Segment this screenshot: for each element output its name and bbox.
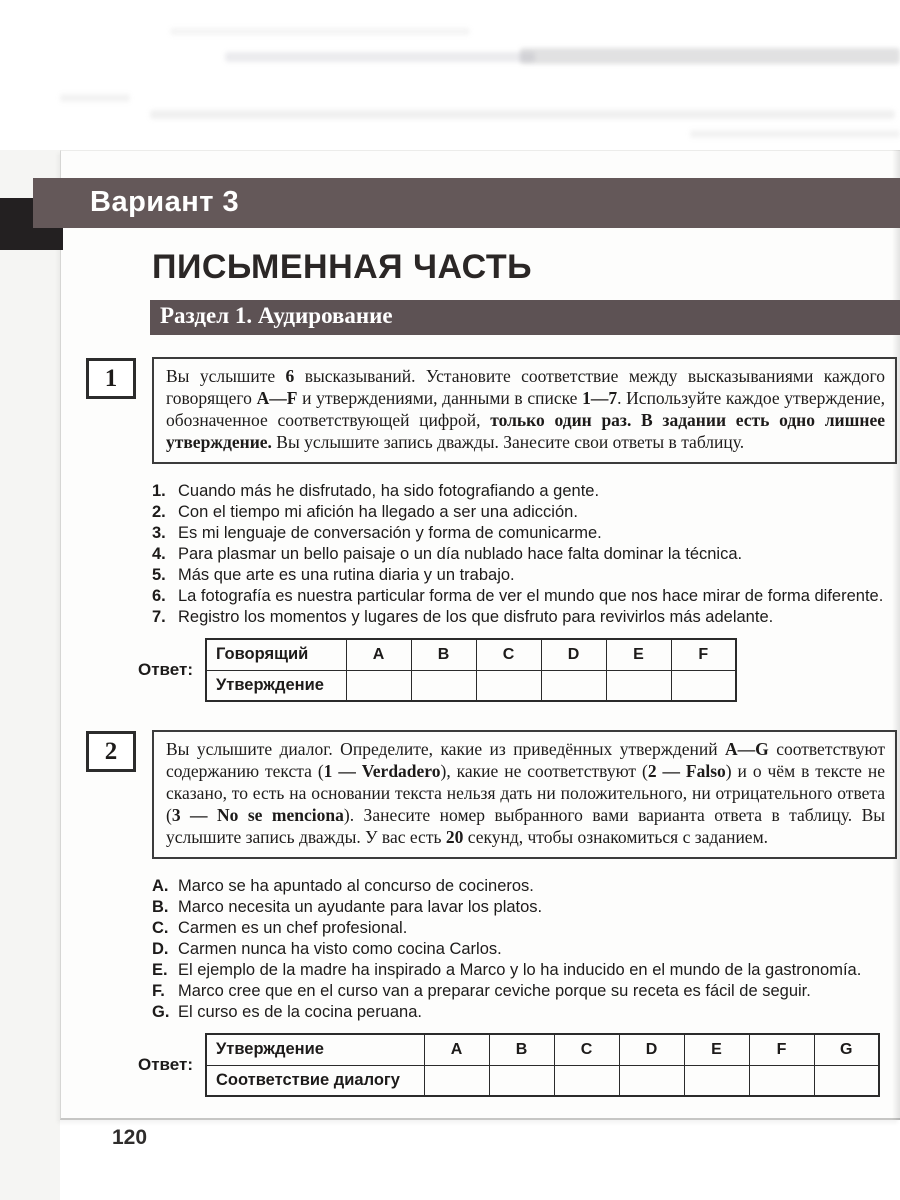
statement-text: Marco necesita un ayudante para lavar los platos. — [178, 898, 543, 916]
task-1-statement-list — [152, 481, 897, 628]
task-2-instructions: Вы услышите диалог. Определите, какие из приведённых утверждений A—G соответствуют содержанию текста (1 — Verdadero), какие не соответствуют (2 — Falso) и о чём в тексте не сказано, то есть на основании текста нельзя дать ни положительного, ни отрицательного ответа (3 — No se menciona). Занесите номер выбранного вами варианта ответа в таблицу. Вы услышите запись дважды. У вас есть 20 секунд, чтобы ознакомиться с заданием. — [152, 730, 897, 859]
answer-cell — [749, 1065, 814, 1096]
answer-cell — [684, 1065, 749, 1096]
answer-cell — [814, 1065, 879, 1096]
statement-text: El ejemplo de la madre ha inspirado a Marco y lo ha inducido en el mundo de la gastronomía. — [178, 961, 862, 979]
statement-text: Marco se ha apuntado al concurso de cocineros. — [178, 877, 534, 895]
section-title: Раздел 1. Аудирование — [160, 303, 393, 328]
page-content — [104, 248, 897, 1097]
table-header-cell: Утверждение — [206, 1034, 424, 1065]
answer-cell — [619, 1065, 684, 1096]
column-letter-cell: D — [541, 639, 606, 670]
answer-cell — [489, 1065, 554, 1096]
answer-cell — [476, 670, 541, 701]
table-row — [206, 639, 736, 670]
column-letter-cell: F — [749, 1034, 814, 1065]
task-2-answer-row — [138, 1033, 897, 1097]
statement-letter: F. — [152, 982, 165, 1000]
variant-band — [33, 178, 900, 228]
list-item — [152, 960, 897, 981]
statement-text: El curso es de la cocina peruana. — [178, 1003, 422, 1021]
statement-text: Con el tiempo mi afición ha llegado a ser una adicción. — [178, 503, 578, 521]
statement-text: Carmen es un chef profesional. — [178, 919, 408, 937]
statement-letter: C. — [152, 919, 169, 937]
column-letter-cell: E — [684, 1034, 749, 1065]
answer-cell — [606, 670, 671, 701]
bleed-through-streak — [225, 52, 535, 62]
backdrop-left-strip — [0, 150, 60, 1200]
column-letter-cell: C — [554, 1034, 619, 1065]
table-header-cell: Утверждение — [206, 670, 346, 701]
statement-text: Registro los momentos y lugares de los que disfruto para revivirlos más adelante. — [178, 608, 774, 626]
column-letter-cell: B — [489, 1034, 554, 1065]
table-row — [206, 1065, 879, 1096]
list-item — [152, 1002, 897, 1023]
statement-text: Para plasmar un bello paisaje o un día nublado hace falta dominar la técnica. — [178, 545, 743, 563]
statement-letter: G. — [152, 1003, 170, 1021]
bleed-through-streak — [170, 28, 470, 35]
statement-number: 5. — [152, 566, 166, 584]
list-item — [152, 897, 897, 918]
column-letter-cell: B — [411, 639, 476, 670]
table-row — [206, 1034, 879, 1065]
statement-number: 1. — [152, 482, 166, 500]
statement-number: 6. — [152, 587, 166, 605]
part-title: ПИСЬМЕННАЯ ЧАСТЬ — [152, 248, 533, 286]
list-item — [152, 544, 897, 565]
task-1-instructions: Вы услышите 6 высказываний. Установите соответствие между высказываниями каждого говорящего A—F и утверждениями, данными в списке 1—7. Используйте каждое утверждение, обозначенное соответствующей цифрой, только один раз. В задании есть одно лишнее утверждение. Вы услышите запись дважды. Занесите свои ответы в таблицу. — [152, 357, 897, 464]
list-item — [152, 565, 897, 586]
column-letter-cell: E — [606, 639, 671, 670]
statement-number: 7. — [152, 608, 166, 626]
bleed-through-streak — [690, 130, 900, 138]
list-item — [152, 523, 897, 544]
statement-text: Cuando más he disfrutado, ha sido fotografiando a gente. — [178, 482, 600, 500]
list-item — [152, 586, 897, 607]
list-item — [152, 939, 897, 960]
column-letter-cell: A — [424, 1034, 489, 1065]
statement-text: Es mi lenguaje de conversación y forma de comunicarme. — [178, 524, 602, 542]
table-row — [206, 670, 736, 701]
list-item — [152, 502, 897, 523]
task-2-statement-list — [152, 876, 897, 1023]
answer-cell — [554, 1065, 619, 1096]
table-header-cell: Говорящий — [206, 639, 346, 670]
list-item — [152, 607, 897, 628]
statement-text: Marco cree que en el curso van a preparar ceviche porque su receta es fácil de seguir. — [178, 982, 811, 1000]
statement-text: Más que arte es una rutina diaria y un trabajo. — [178, 566, 515, 584]
answer-cell — [541, 670, 606, 701]
statement-number: 2. — [152, 503, 166, 521]
statement-letter: B. — [152, 898, 169, 916]
statement-text: Carmen nunca ha visto como cocina Carlos. — [178, 940, 502, 958]
bleed-through-streak — [60, 94, 130, 102]
statement-number: 4. — [152, 545, 166, 563]
variant-label: Вариант 3 — [90, 186, 240, 218]
statement-letter: A. — [152, 877, 169, 895]
table-header-cell: Соответствие диалогу — [206, 1065, 424, 1096]
answer-cell — [671, 670, 736, 701]
task-1-number-box: 1 — [86, 358, 136, 399]
answer-label: Ответ: — [138, 660, 193, 679]
answer-cell — [424, 1065, 489, 1096]
list-item — [152, 981, 897, 1002]
list-item — [152, 918, 897, 939]
statement-letter: D. — [152, 940, 169, 958]
column-letter-cell: A — [346, 639, 411, 670]
bleed-through-streak — [150, 110, 895, 119]
task-2-answer-table — [205, 1033, 880, 1097]
task-1-answer-row — [138, 638, 897, 702]
bleed-through-streak — [520, 48, 900, 64]
answer-cell — [346, 670, 411, 701]
task-2-number-box: 2 — [86, 731, 136, 772]
column-letter-cell: F — [671, 639, 736, 670]
column-letter-cell: G — [814, 1034, 879, 1065]
statement-text: La fotografía es nuestra particular forma de ver el mundo que nos hace mirar de forma diferente. — [178, 587, 884, 605]
task-1-answer-table — [205, 638, 737, 702]
answer-cell — [411, 670, 476, 701]
column-letter-cell: C — [476, 639, 541, 670]
task-1 — [104, 357, 897, 702]
answer-label: Ответ: — [138, 1055, 193, 1074]
page-number: 120 — [112, 1126, 148, 1149]
statement-number: 3. — [152, 524, 166, 542]
list-item — [152, 481, 897, 502]
task-2 — [104, 730, 897, 1097]
column-letter-cell: D — [619, 1034, 684, 1065]
section-bar — [150, 300, 900, 335]
list-item — [152, 876, 897, 897]
statement-letter: E. — [152, 961, 168, 979]
